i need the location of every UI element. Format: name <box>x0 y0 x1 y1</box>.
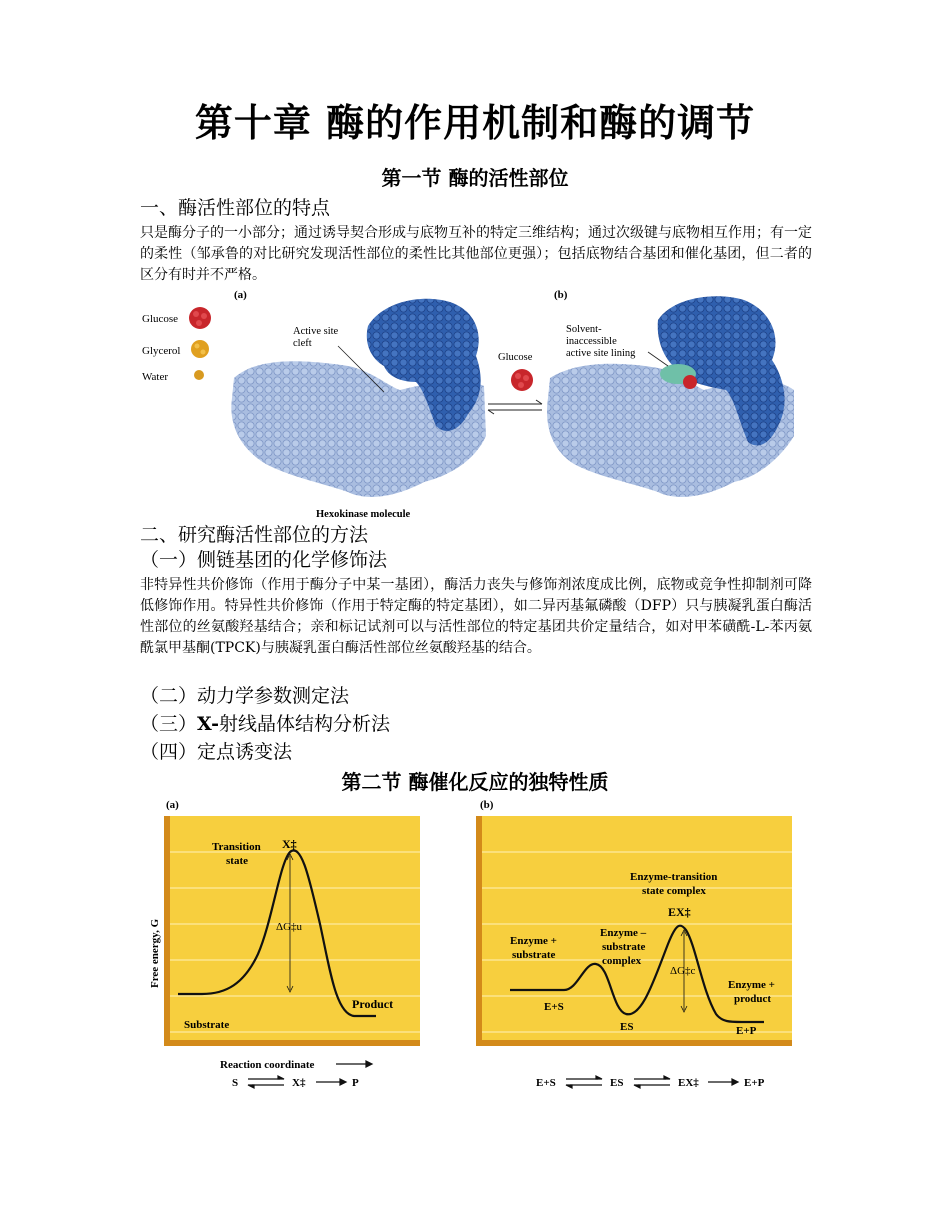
chapter-title: 第十章 酶的作用机制和酶的调节 <box>194 101 756 145</box>
paragraph-chemical-modification: 非特异性共价修饰（作用于酶分子中某一基团），酶活力丧失与修饰剂浓度成比例，底物或竞争性抑制剂可降低修饰作用。特异性共价修饰（作用于特定酶的特定基团），如二异丙基氟磷酸（DFP）只与胰凝乳蛋白酶活性部位的丝氨酸羟基结合；亲和标记试剂可以与活性部位的特定基团共价定量结合，如对甲苯磺酰-L-苯丙氨酰氯甲基酮(TPCK)与胰凝乳蛋白酶活性部位丝氨酸羟基的结合。 <box>140 577 812 656</box>
bound-glucose-icon <box>683 375 697 389</box>
subheading-kinetics: （二）动力学参数测定法 <box>140 685 350 707</box>
legend-water: Water <box>142 371 168 383</box>
panel-b-left-frame <box>476 816 482 1046</box>
enzyme-product-label-line1: Enzyme + <box>728 979 775 991</box>
subheading-site-directed-mutagenesis: （四）定点诱变法 <box>140 741 293 763</box>
hexokinase-figure <box>138 286 810 522</box>
eq-a-s: S <box>232 1077 239 1089</box>
energy-diagram-figure <box>140 794 812 1098</box>
legend-glucose: Glucose <box>142 313 179 325</box>
substrate-label: Substrate <box>184 1019 230 1031</box>
enzyme-substrate-label-line1: Enzyme + <box>510 935 557 947</box>
delta-g-c-label: ΔG‡c <box>670 965 696 977</box>
es-label: ES <box>620 1021 634 1033</box>
energy-panel-a-label: (a) <box>166 799 179 811</box>
product-label: Product <box>352 997 394 1011</box>
xray-prefix: （三） <box>140 713 198 735</box>
ep-label: E+P <box>736 1025 757 1037</box>
subheading-active-site-features: 一、酶活性部位的特点 <box>140 197 331 219</box>
eq-a-equilibrium-arrows <box>248 1076 284 1088</box>
es-start-label: E+S <box>544 1001 564 1013</box>
eq-b-ex: EX‡ <box>678 1077 699 1089</box>
solvent-lining-label-line1: Solvent- <box>566 324 602 335</box>
eq-b-forward-arrow <box>708 1079 738 1085</box>
subheading-methods: 二、研究酶活性部位的方法 <box>140 524 369 546</box>
enzyme-transition-label-line1: Enzyme-transition <box>630 871 718 883</box>
eq-a-forward-arrow <box>316 1079 346 1085</box>
eq-a-p: P <box>352 1077 359 1089</box>
eq-b-es: ES <box>610 1077 624 1089</box>
panel-b-bottom-frame <box>476 1040 792 1046</box>
xray-rest: 射线晶体结构分析法 <box>218 713 390 735</box>
eq-a-x: X‡ <box>292 1077 306 1089</box>
legend-glycerol: Glycerol <box>142 345 181 357</box>
panel-a-bottom-frame <box>164 1040 420 1046</box>
x-axis-arrow <box>336 1061 372 1067</box>
enzyme-substrate-label-line2: substrate <box>512 949 556 961</box>
glucose-middle-icon <box>511 369 533 391</box>
transition-state-label-line2: state <box>226 855 248 867</box>
xray-bold: X- <box>197 713 219 735</box>
solvent-lining-label-line3: active site lining <box>566 348 636 359</box>
eq-b-equilibrium-arrows-2 <box>634 1076 670 1088</box>
subheading-xray <box>140 709 390 736</box>
es-complex-label-line1: Enzyme – <box>600 927 647 939</box>
y-axis-label: Free energy, G <box>149 918 161 988</box>
delta-g-u-label: ΔG‡u <box>276 921 303 933</box>
section-1-heading: 第一节 酶的活性部位 <box>381 166 569 190</box>
eq-b-equilibrium-arrows-1 <box>566 1076 602 1088</box>
eq-b-ep: E+P <box>744 1077 765 1089</box>
paragraph-active-site-features: 只是酶分子的一小部分；通过诱导契合形成与底物互补的特定三维结构；通过次级键与底物相互作用；有一定的柔性（邹承鲁的对比研究发现活性部位的柔性比其他部位更强）；包括底物结合基团和催化基团，但二者的区分有时并不严格。 <box>140 225 812 283</box>
solvent-lining-label-line2: inaccessible <box>566 336 617 347</box>
enzyme-transition-label-line2: state complex <box>642 885 706 897</box>
transition-state-label-line1: Transition <box>212 841 261 853</box>
es-complex-label-line2: substrate <box>602 941 646 953</box>
hexokinase-caption: Hexokinase molecule <box>316 509 411 520</box>
enzyme-product-label-line2: product <box>734 993 772 1005</box>
x-axis-label: Reaction coordinate <box>220 1059 315 1071</box>
panel-a-left-frame <box>164 816 170 1046</box>
eq-b-es-start: E+S <box>536 1077 556 1089</box>
glucose-middle-label: Glucose <box>498 352 533 363</box>
glycerol-molecule-icon <box>191 340 209 358</box>
ex-dagger-label: EX‡ <box>668 905 691 919</box>
glucose-molecule-icon <box>189 307 211 329</box>
es-complex-label-line3: complex <box>602 955 642 967</box>
water-molecule-icon <box>194 370 204 380</box>
section-2-heading: 第二节 酶催化反应的独特性质 <box>341 770 609 794</box>
panel-a-label: (a) <box>234 289 247 301</box>
panel-b-label: (b) <box>554 289 568 301</box>
active-site-cleft-label-line2: cleft <box>293 338 312 349</box>
subheading-chemical-modification: （一）侧链基团的化学修饰法 <box>140 549 388 571</box>
active-site-cleft-label-line1: Active site <box>293 326 339 337</box>
x-dagger-label: X‡ <box>282 837 297 851</box>
energy-panel-b-label: (b) <box>480 799 494 811</box>
equilibrium-arrows <box>488 400 542 414</box>
